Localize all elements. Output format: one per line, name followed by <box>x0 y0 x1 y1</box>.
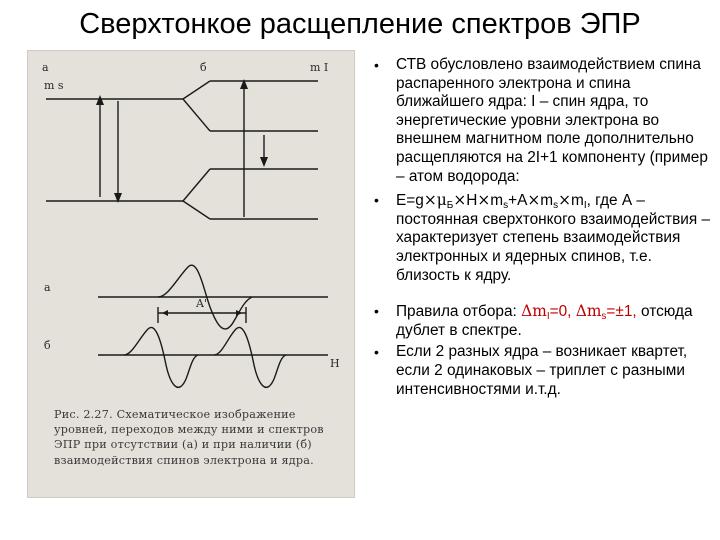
bullet-dot: • <box>374 344 379 361</box>
epr-figure <box>27 50 355 498</box>
label-mi: m I <box>310 61 329 74</box>
bullet-dot: • <box>374 192 379 209</box>
bullet-item <box>368 343 713 399</box>
bullet-text: СТВ обусловлено взаимодействием спина распаренного электрона и спина ближайшего ядра: I – спин ядра, то энергетические уровни электрона во внешнем магнитном поле дополнительно расщепляются на 2I+1 компоненту (пример – атом водорода: <box>396 56 708 185</box>
bullet-text: Правила отбора: $\Delta m_I=0$, $\Delta m_s=\pm 1$, отсюда дублет в спектре. <box>396 302 693 339</box>
bullet-formula: $Е=g\times\mu_Б\times H\times m_s+A\times m_s\times m_I$, где А – постоянная сверхтонкого взаимодействия – характеризует степень взаимодействия электронных и ядерных спинов, т.е. близость к ядру. <box>396 191 711 284</box>
bullet-item <box>368 191 713 285</box>
bullet-item <box>368 302 713 340</box>
page-title: Сверхтонкое расщепление спектров ЭПР <box>79 8 641 40</box>
bullet-text: Если 2 разных ядра – возникает квартет, если 2 одинаковых – триплет с разными интенсивностями и.т.д. <box>396 343 688 398</box>
bullet-item <box>368 56 713 186</box>
spectrum-line <box>214 327 286 387</box>
spectrum-line <box>124 327 198 387</box>
label-a-spectrum: а <box>44 281 51 294</box>
label-b-spectrum: б <box>44 339 51 352</box>
label-b: б <box>200 61 207 74</box>
label-a: а <box>42 61 49 74</box>
label-H: H <box>330 357 340 370</box>
label-ms: m s <box>44 79 64 92</box>
figure-caption: Рис. 2.27. Схематическое изображение уровней, переходов между ними и спектров ЭПР при отсутствии (а) и при наличии (б) взаимодействия спинов электрона и ядра. <box>54 408 324 467</box>
bullet-dot: • <box>374 57 379 73</box>
label-A: A' <box>196 297 207 310</box>
bullet-dot: • <box>374 303 379 320</box>
bullet-list <box>368 56 713 399</box>
